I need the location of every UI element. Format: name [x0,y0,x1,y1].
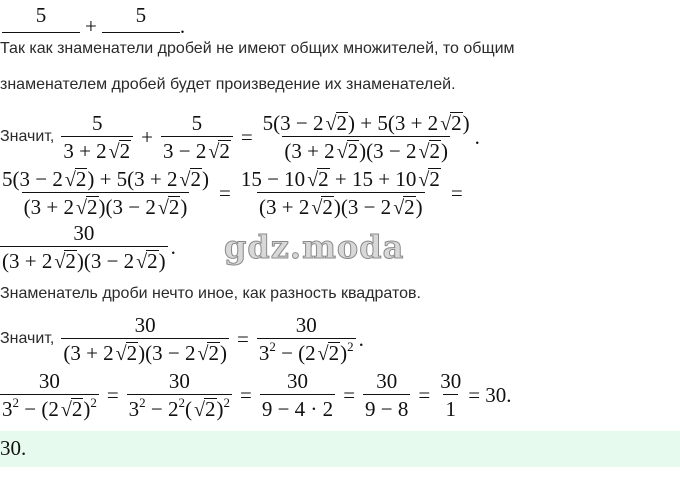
eq5-f2-den-sup2: 2 [223,395,230,411]
eq5-f2-den-sup: 2 [139,395,146,411]
eq4-r-den [257,338,356,364]
eq2-fraction-right [239,168,443,218]
eq3-den [0,246,168,272]
eq5-f1-den-sup: 2 [12,395,19,411]
paragraph-3: Знаменатель дроби нечто иное, как разность квадратов. [0,285,421,302]
eq5-f2-den-d: ) [216,397,224,422]
eq5-f5-den: 1 [443,394,458,420]
eq4-r-num: 30 [295,313,317,337]
sqrt-sign: √ [64,169,76,191]
eq1-plus: + [141,124,153,149]
eq5-f1-den-rad: 2 [71,397,83,422]
eq1-f1-num: 5 [91,111,103,135]
eq2-l-den-b: )(3 − 2 [98,195,156,220]
eq1-r-den-a: (3 + 2 [284,139,335,164]
sqrt-sign: √ [440,113,452,135]
eq3-den-c: ) [158,249,166,274]
eq5-f3-den: 9 − 4 · 2 [260,394,335,420]
eq4-r-den-sup2: 2 [347,339,354,355]
eq5-f1-den-sup2: 2 [90,395,97,411]
sqrt-sign: √ [197,343,209,366]
eq2-equals: = [219,180,231,205]
eq2-r-den [257,192,425,218]
answer-value: 30. [0,436,27,460]
eq2-r-den-rad2: 2 [404,195,415,220]
sqrt-sign: √ [307,169,319,191]
eq1-r-num-a: 5(3 − 2 [262,111,324,135]
eq5-equals-2: = [240,382,252,407]
eq2-l-num-c: ) [202,167,209,191]
eq5-f4-den: 9 − 8 [363,394,410,420]
eq2-l-num-b: ) + 5(3 + 2 [87,167,178,191]
eq5-f2-num: 30 [168,369,190,393]
eq1-r-den [282,136,450,162]
znachit-label: Значит, [0,128,55,146]
sqrt-sign: √ [418,169,430,191]
eq5-equals-4: = [418,382,431,407]
eq5-fraction-1 [0,370,99,420]
top-plus: + [85,14,97,38]
eq2-r-den-b: )(3 − 2 [333,195,392,220]
sqrt-sign: √ [325,113,337,135]
sqrt-sign: √ [76,197,87,220]
eq1-r-num-rad2: 2 [451,111,462,135]
equation-4 [0,314,364,364]
eq2-l-den-rad: 2 [87,195,98,220]
eq4-r-den-c: ) [340,341,348,366]
top-fraction-1-num: 5 [35,2,47,27]
eq1-equals: = [240,124,253,149]
eq1-fraction-1 [61,112,133,162]
eq2-equals-end: = [450,180,463,205]
eq2-l-den-a: (3 + 2 [23,195,75,220]
eq2-r-den-a: (3 + 2 [259,195,310,220]
eq4-l-den-rad2: 2 [208,341,219,366]
eq4-equals: = [236,326,249,351]
sqrt-sign: √ [179,169,191,191]
eq2-r-den-c: ) [415,195,423,220]
eq1-r-num-c: ) [462,111,470,135]
eq4-fraction-left [61,314,229,364]
eq5-f2-den-rad: 2 [205,397,216,422]
eq5-fraction-4 [363,370,410,420]
eq1-r-den-c: ) [441,139,448,164]
top-dot: . [179,14,186,38]
eq4-r-den-a: 3 [258,341,270,366]
eq2-l-num [0,168,211,192]
sqrt-sign: √ [60,399,72,422]
eq5-equals-3: = [343,382,356,407]
eq2-l-den-c: ) [180,195,188,220]
eq5-tail: = 30. [468,382,512,407]
eq5-f1-den-b: − (2 [19,397,59,422]
eq2-r-den-rad: 2 [322,195,333,220]
eq1-f1-den-rad: 2 [119,139,131,164]
eq3-num: 30 [73,221,95,245]
paragraph-2: знаменателем дробей будет произведение их знаменателей. [0,76,456,93]
eq1-fraction-result [261,112,472,162]
eq3-den-rad2: 2 [147,249,158,274]
sqrt-sign: √ [336,141,348,164]
top-fraction-2-num: 5 [135,2,147,27]
eq1-fraction-2 [161,112,233,162]
sqrt-sign: √ [418,141,430,164]
eq2-r-num-b: + 15 + 10 [329,167,417,191]
sqrt-sign: √ [157,197,169,220]
eq3-den-b: )(3 − 2 [76,249,135,274]
eq1-f2-den-a: 3 − 2 [163,139,207,164]
eq5-f1-den-a: 3 [2,397,13,422]
eq1-f2-den-rad: 2 [219,139,230,164]
eq1-f2-num: 5 [191,111,203,135]
eq2-r-num [239,168,443,192]
eq5-fraction-3 [260,370,335,420]
answer-box [0,431,680,467]
sqrt-sign: √ [208,141,220,164]
equation-1 [0,112,480,162]
eq2-l-den-rad2: 2 [168,195,180,220]
eq1-f1-den-a: 3 + 2 [63,139,107,164]
eq3-den-rad: 2 [65,249,76,274]
eq5-fraction-5 [438,370,463,420]
eq1-f1-den [61,136,133,162]
eq4-l-den-c: ) [219,341,227,366]
equation-5 [0,370,512,420]
eq2-l-num-a: 5(3 − 2 [2,167,63,191]
eq5-f4-num: 30 [376,369,398,393]
sqrt-sign: √ [317,343,329,366]
eq2-fraction-left [0,168,211,218]
eq4-fraction-right [257,314,356,364]
eq4-dot: . [358,326,364,351]
sqrt-sign: √ [311,197,323,220]
eq1-f2-den [161,136,233,162]
eq3-dot: . [170,234,176,259]
eq5-equals-1: = [106,382,119,407]
equation-2 [0,168,468,218]
sqrt-sign: √ [194,399,205,422]
eq1-r-den-rad: 2 [347,139,359,164]
eq5-f5-num: 30 [440,369,462,393]
eq5-f2-den-c: ( [185,397,193,422]
eq1-r-num [261,112,472,136]
sqrt-sign: √ [108,141,120,164]
sqrt-sign: √ [136,251,148,274]
eq1-r-den-b: )(3 − 2 [359,139,417,164]
sqrt-sign: √ [115,343,127,366]
eq4-r-den-sup: 2 [269,339,276,355]
eq5-f1-den-c: ) [83,397,91,422]
top-fraction-2 [102,3,180,33]
eq2-l-num-rad2: 2 [190,167,201,191]
eq5-f1-num: 30 [38,369,60,393]
eq2-r-num-rad2: 2 [429,167,440,191]
eq5-f2-den-a: 3 [128,397,140,422]
eq5-f3-num: 30 [287,369,309,393]
eq1-dot: . [474,124,480,149]
znachit-label-2: Значит, [0,330,55,348]
top-fraction-1 [2,3,80,33]
eq2-l-num-rad: 2 [75,167,87,191]
eq2-r-num-rad: 2 [318,167,329,191]
sqrt-sign: √ [54,251,66,274]
eq2-r-num-a: 15 − 10 [240,167,306,191]
eq4-r-den-b: − (2 [275,341,316,366]
eq1-r-num-rad: 2 [336,111,347,135]
eq4-r-den-rad: 2 [328,341,340,366]
eq4-l-num: 30 [134,313,156,337]
eq4-l-den-b: )(3 − 2 [138,341,196,366]
eq3-den-a: (3 + 2 [2,249,53,274]
watermark-logo: gdz.moda [224,228,405,266]
eq5-fraction-2 [127,370,232,420]
eq1-r-den-rad2: 2 [429,139,440,164]
paragraph-1: Так как знаменатели дробей не имеют общих множителей, то общим [0,40,515,57]
eq1-r-num-b: ) + 5(3 + 2 [348,111,439,135]
eq5-f2-den-b: − 2 [145,397,179,422]
eq2-l-den [22,192,190,218]
eq5-f2-den-sup3: 2 [178,395,186,411]
sqrt-sign: √ [393,197,405,220]
eq3-fraction [0,222,168,272]
eq5-f2-den [127,394,232,420]
eq4-l-den-rad: 2 [126,341,138,366]
eq4-l-den [61,338,229,364]
eq4-l-den-a: (3 + 2 [63,341,114,366]
top-partial-expression [2,0,185,39]
eq5-f1-den [0,394,99,420]
equation-3 [0,222,176,272]
